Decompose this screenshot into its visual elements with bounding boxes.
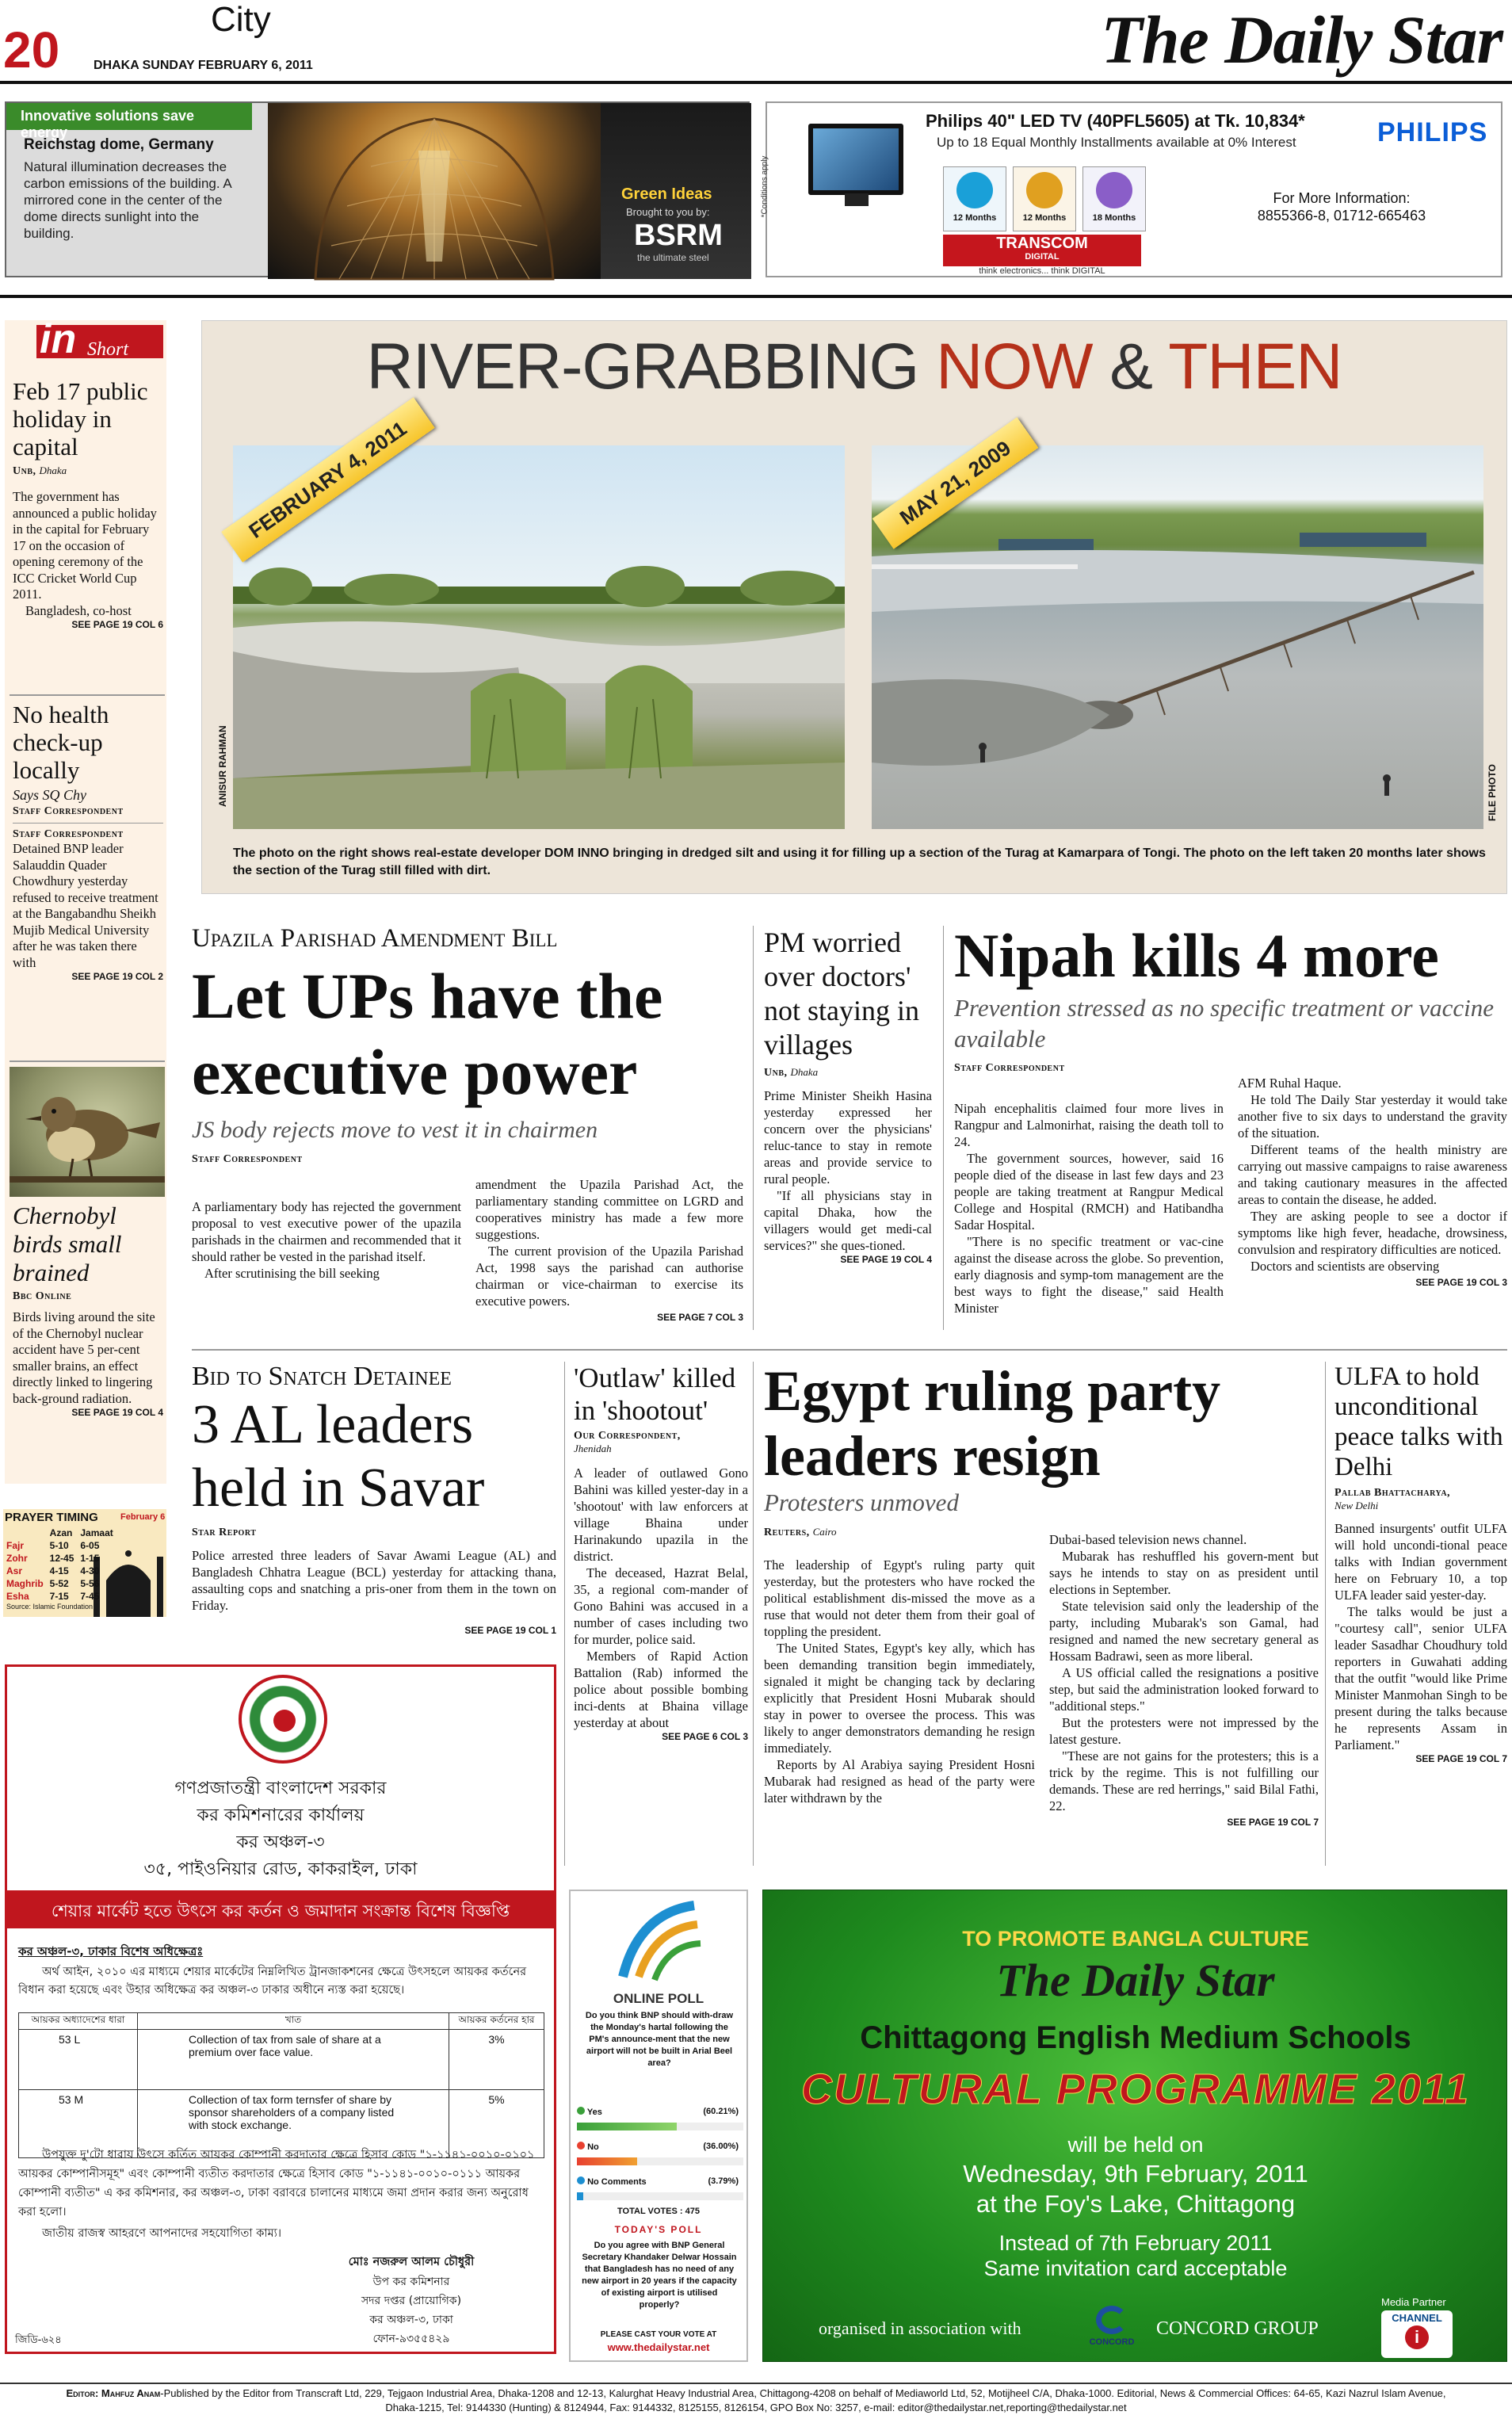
transcom-tagline: think electronics... think DIGITAL (979, 266, 1105, 276)
dateline-loc: Cairo (812, 1526, 837, 1538)
byline: Star Report (192, 1527, 257, 1538)
ad-place: Reichstag dome, Germany (24, 136, 214, 153)
headline: Let UPs have the executive power (192, 960, 663, 1108)
header-rule (0, 81, 1512, 84)
brought-by: Brought to you by: (626, 206, 710, 218)
inshort-in: in (40, 316, 77, 362)
headline: 'Outlaw' killed in 'shootout' (574, 1362, 736, 1426)
held-on: will be held on (1067, 2133, 1204, 2157)
prayer-table: Azan Jamaat Fajr 5-10 6-05 Zohr 12-45 1-15 Asr 4-15 4-30 Maghrib 5-52 5-56 Esha 7-15 7-45 (3, 1527, 116, 1603)
inshort-body: The government has announced a public holiday in the capital for February 17 on the occasion of opening ceremony of the ICC Cricket World Cup 2011. (13, 489, 157, 602)
signatory-line: কর অঞ্চল-৩, ঢাকা (369, 2314, 453, 2326)
photo-credit-left: ANISUR RAHMAN (217, 725, 228, 807)
inshort-title: Chernobyl birds small brained (13, 1202, 122, 1286)
inshort-story-chernobyl (13, 1202, 163, 1418)
prayer-timing-box (3, 1509, 166, 1617)
prayer-source: Source: Islamic Foundation (6, 1603, 94, 1611)
bsrm-slogan: the ultimate steel (637, 252, 709, 263)
poll-question: Do you think BNP should with-draw the Monday's hartal following the PM's announce-ment that the new airport will not be built in Arial Beel area? (585, 2011, 734, 2068)
poll-title: ONLINE POLL (613, 1991, 704, 2006)
body-col-2: AFM Ruhal Haque. He told The Daily Star yesterday it would take another five to six days to understand the gravity of the situation. Different teams of the health ministry are carrying out massive campaigns to raise awareness and taking cautionary measures in the affected areas to contain the disease, he added. They are asking people to see a doctor if symptoms like high fever, headache, drowsiness, convulsion and respiratory difficulties are noticed. Doctors and scientists are observing SEE PAGE 19 COL 3 (1238, 1075, 1507, 1291)
reichstag-dome-photo (268, 103, 601, 279)
prayer-date: February 6 (120, 1512, 166, 1522)
concord-group: CONCORD GROUP (1156, 2318, 1319, 2339)
poll-cast-label: PLEASE CAST YOUR VOTE AT (600, 2330, 717, 2339)
river-headline (201, 330, 1507, 404)
deck: Protesters unmoved (764, 1488, 959, 1516)
table-row: 53 L Collection of tax from sale of share at a premium over face value. 3% (19, 2030, 544, 2090)
poll-bar-no (577, 2157, 743, 2165)
channel-i-logo (1381, 2310, 1453, 2358)
row-divider (192, 1349, 1507, 1351)
tv-stand (845, 193, 869, 206)
philips-logo: PHILIPS (1377, 117, 1488, 147)
govt-emblem (239, 1675, 327, 1764)
green-ideas: Green Ideas (621, 185, 712, 203)
card-line: Same invitation card acceptable (983, 2257, 1288, 2280)
badge-0pct (943, 166, 1006, 231)
tax-notice-ad[interactable] (5, 1664, 556, 2354)
poll-option-nc: No Comments (3.79%) (577, 2176, 743, 2187)
transcom-digital: DIGITAL (1025, 252, 1060, 262)
jump-line[interactable]: SEE PAGE 19 COL 3 (1415, 1277, 1507, 1288)
signatory-line: ফোন-৯৩৫৫৪২৯ (372, 2333, 450, 2345)
story-egypt (764, 1359, 1322, 1828)
poll-bar-yes (577, 2123, 743, 2130)
inshort-title: Feb 17 public holiday in capital (13, 377, 148, 460)
jump-line[interactable]: SEE PAGE 19 COL 6 (71, 619, 163, 630)
poll-option-yes: Yes (60.21%) (577, 2107, 743, 2117)
inshort-subtitle: Says SQ Chy (13, 787, 86, 803)
notice-line: কর কমিশনারের কার্যালয় (197, 1806, 365, 1825)
date-banner-left: FEBRUARY 4, 2011 (221, 397, 434, 562)
jump-line[interactable]: SEE PAGE 19 COL 4 (840, 1254, 932, 1265)
inshort-short: Short (87, 339, 129, 360)
poll-url[interactable]: www.thedailystar.net (607, 2341, 710, 2353)
headline-part: RIVER-GRABBING (366, 331, 937, 403)
deck: Prevention stressed as no specific treatment or vaccine available (954, 994, 1494, 1053)
headline: PM worried over doctors' not staying in villages (764, 927, 919, 1060)
schools-line: Chittagong English Medium Schools (860, 2020, 1411, 2055)
inshort-body: Bangladesh, co-host (25, 602, 132, 618)
prayer-col: Azan (49, 1527, 73, 1538)
event-date: Wednesday, 9th February, 2011 (963, 2160, 1308, 2188)
concord-small: CONCORD (1089, 2337, 1135, 2347)
story-ups (192, 924, 743, 1336)
byline: Staff Correspondent (13, 828, 124, 840)
table-header-row: আয়কর অধ্যাদেশের ধারা খাত আয়কর কর্তনের হার (19, 2013, 544, 2030)
media-partner: Media Partner (1381, 2296, 1446, 2308)
table-row: 53 M Collection of tax form ternsfer of share by sponsor shareholders of a company listed with stock exchange. 5% (19, 2090, 544, 2158)
jump-line[interactable]: SEE PAGE 19 COL 7 (1415, 1753, 1507, 1764)
jump-line[interactable]: SEE PAGE 19 COL 2 (71, 971, 163, 982)
channel-num: i (1405, 2325, 1429, 2349)
notice-line: কর অঞ্চল-৩ (236, 1832, 325, 1852)
inshort-story-health (13, 701, 163, 982)
poll-option-no: No (36.00%) (577, 2142, 743, 2152)
headline-part: THEN (1168, 331, 1342, 403)
poll-bar-nc (577, 2192, 743, 2200)
body: A leader of outlawed Gono Bahini was killed yester-day in a 'shootout' with law enforcers at village Bhaina under Harinakundo upazila in the district. The deceased, Hazrat Belal, 35, a regional com-mander of Gono Bahini was accused in a number of cases including two for murder, police said. Members of Rapid Action Battalion (Rab) informed the police about possible bombing inci-dents at Bhaina village yesterday at about (574, 1466, 748, 1730)
headline: Egypt ruling party leaders resign (764, 1359, 1221, 1488)
poll-question-today: Do you agree with BNP General Secretary Khandaker Delwar Hossain that Bangladesh has no need of any new airport in 20 years if the capacity of existing airport is utilised properly? (582, 2241, 737, 2310)
poll-total: TOTAL VOTES : 475 (617, 2207, 700, 2216)
byline: Pallab Bhattacharya, (1334, 1487, 1451, 1499)
ad-body: Natural illumination decreases the carbon emissions of the building. A mirrored cone in the center of the dome directs sunlight into the building. (24, 159, 231, 241)
deck: JS body rejects move to vest it in chairmen (192, 1117, 598, 1143)
badge-label: 12 Months (953, 213, 997, 223)
programme-title: CULTURAL PROGRAMME 2011 (800, 2066, 1471, 2113)
online-poll-box[interactable] (569, 1890, 748, 2362)
body: Banned insurgents' outfit ULFA will hold uncondi-tional peace talks with Indian government here on February 10, a top ULFA leader said yester-day. The talks would be just a "courtesy call", senior ULFA leader Sasadhar Choudhury told reporters in Guwahati adding that the outfit "would like Prime Minister Manmohan Singh to be present during the talks because he represents Assam in Parliament." (1334, 1521, 1507, 1752)
dateline-loc: Dhaka (790, 1066, 819, 1078)
body-col-2: Dubai-based television news channel. Mubarak has reshuffled his govern-ment but says he intends to stay on as president until elections in September. State television said only the leadership of the party, including Mubarak's son Gamal, had resigned and named the new secretary general as Hossam Badrawi, seen as more liberal. A US official called the resignations a positive step, but said the administration looked forward to "additional steps." But the protesters were not impressed by the latest gesture. "These are not gains for the protesters; this is a trick by the regime. This is not fulfilling our demands. These are red herrings," said Bilal Fathi, 22. SEE PAGE 19 COL 7 (1049, 1531, 1319, 1831)
badge-interest (1013, 166, 1076, 231)
dateline-loc: Jhenidah (574, 1443, 612, 1454)
jump-line[interactable]: SEE PAGE 19 COL 4 (71, 1407, 163, 1418)
editor-name: Editor: Mahfuz Anam (66, 2387, 161, 2399)
concord-logo (1080, 2302, 1144, 2350)
body: Police arrested three leaders of Savar Awami League (AL) and Bangladesh Chhatra League (BCL) yesterday for attacking thana, assaulting cops and snatching a pris-oner from them in the town on Friday. (192, 1548, 556, 1613)
headline: Nipah kills 4 more (954, 921, 1439, 990)
body: Prime Minister Sheikh Hasina yesterday expressed her concern over the physicians' reluc-tance to stay in remote areas and provide service to rural people. "If all physicians stay in capital Dhaka, how the villagers would get medi-cal services?" she ques-tioned. (764, 1088, 932, 1253)
headline-part: NOW (936, 331, 1093, 403)
body-col-1: Nipah encephalitis claimed four more lives in Rangpur and Lalmonirhat, raising the death toll to 24. The government sources, however, said 16 people died of the disease in last few days and 23 people are taking treatment at Rangpur Medical College and Hospital (RMCH) and Hatibandha Sadar Hospital. "There is no specific treatment or vac-cine against the disease across the globe. So prevention, early diagnosis and symp-tom management are the best ways to fight the disease," said Health Minister (954, 1101, 1224, 1316)
dateline-loc: Dhaka (39, 464, 67, 476)
dateline: DHAKA SUNDAY FEBRUARY 6, 2011 (94, 59, 313, 72)
footer-rule (0, 2383, 1512, 2384)
inshort-body: Birds living around the site of the Chernobyl nuclear accident have 5 per-cent smaller brains, an effect directly linked to lingering back-ground radiation. (13, 1309, 155, 1406)
philips-sub: Up to 18 Equal Monthly Installments available at 0% Interest (937, 135, 1296, 150)
instead-line: Instead of 7th February 2011 (998, 2231, 1273, 2255)
poll-today-label: TODAY'S POLL (614, 2224, 703, 2235)
date-banner-right: MAY 21, 2009 (872, 417, 1039, 549)
chernobyl-bird-photo (10, 1067, 165, 1197)
page-number: 20 (3, 21, 60, 78)
bsrm-ad[interactable] (5, 101, 750, 277)
tv-image (808, 124, 903, 195)
story-nipah (954, 919, 1509, 1316)
notice-para: অর্থ আইন, ২০১০ এর মাধ্যমে শেয়ার মার্কেটের নিম্নলিখিত ট্রানজাকশনের ক্ষেত্রে উৎসহলে আয়কর কর্তনের বিধান করা হয়েছে এবং উহার অধিক্ষেত্র কর অঞ্চল-৩ ঢাকার অধীনে ন্যস্ত করা হয়েছে। (18, 1966, 527, 1997)
body-col-2: amendment the Upazila Parishad Act, the parliamentary standing committee on LGRD and cooperatives ministry has made a few more suggestions. The current provision of the Upazila Parishad Act, 1998 says the parishad can authorise chairman or vice-chairman to exercise its executive powers. SEE PAGE 7 COL 3 (475, 1176, 743, 1326)
col-divider (753, 926, 754, 1330)
notice-line: ৩৫, পাইওনিয়ার রোড, কাকরাইল, ঢাকা (143, 1859, 418, 1879)
kicker: Bid to Snatch Detainee (192, 1362, 452, 1391)
info-phones: 8855366-8, 01712-665463 (1257, 208, 1426, 224)
inshort-divider (10, 1060, 165, 1062)
col-divider (943, 926, 944, 1330)
jump-line[interactable]: SEE PAGE 6 COL 3 (662, 1731, 748, 1742)
conditions-note: *Conditions apply (760, 155, 769, 218)
signatory-name: মোঃ নজরুল আলম চৌধুরী (348, 2256, 475, 2268)
event-venue: at the Foy's Lake, Chittagong (976, 2190, 1296, 2218)
notice-para: জাতীয় রাজস্ব আহরণে আপনাদের সহযোগিতা কাম্য। (42, 2227, 282, 2240)
story-al-leaders (192, 1362, 556, 1636)
daily-star-logo: The Daily Star (996, 1955, 1275, 2006)
story-outlaw (574, 1362, 748, 1742)
organised-line: organised in association with (819, 2318, 1021, 2338)
badge-row (943, 166, 1181, 230)
cultural-programme-ad[interactable] (762, 1890, 1507, 2362)
photo-credit-right: FILE PHOTO (1487, 764, 1498, 821)
col-divider (564, 1362, 565, 1866)
notice-para: উপযুক্ত দু'টো ধারায় উৎসে কর্তিত আয়কর কোম্পানী করদাতার ক্ষেত্রে হিসাব কোড "১-১১৪১-০০১০-০১০১ আয়কর কোম্পানীসমূহ" এবং কোম্পানী ব্যতীত করদাতার ক্ষেত্রে হিসাব কোড "১-১১৪১-০০১০-০১১১ আয়কর কোম্পানী ব্যতীত" এ কর কমিশনার, কর অঞ্চল-৩, ঢাকা বরাবরে চালানের মাধ্যমে জমা প্রদান করার জন্য অনুরোধ করা হলো। (18, 2149, 535, 2218)
gd-code: জিডি-৬২৪ (15, 2334, 62, 2346)
byline: Reuters, (764, 1527, 810, 1538)
jump-line[interactable]: SEE PAGE 19 COL 7 (1227, 1817, 1319, 1828)
kicker: Upazila Parishad Amendment Bill (192, 924, 558, 953)
prayer-title: PRAYER TIMING (5, 1511, 98, 1524)
notice-banner: শেয়ার মার্কেট হতে উৎসে কর কর্তন ও জমাদান সংক্রান্ত বিশেষ বিজ্ঞপ্তি (7, 1890, 554, 1928)
inshort-divider (13, 823, 163, 824)
inshort-title: No health check-up locally (13, 701, 109, 784)
signatory-line: সদর দপ্তর (প্রায়োগিক) (361, 2295, 462, 2307)
byline: Staff Correspondent (192, 1153, 303, 1165)
col-divider (753, 1362, 754, 1866)
story-pm (764, 926, 932, 1265)
byline: Staff Correspondent (13, 805, 124, 817)
philips-headline: Philips 40" LED TV (40PFL5605) at Tk. 10,834* (926, 111, 1305, 131)
river-photo-2009 (872, 445, 1483, 829)
info-label: For More Information: (1273, 190, 1411, 206)
inshort-logo (5, 316, 166, 369)
headline: 3 AL leaders held in Savar (192, 1394, 485, 1519)
story-ulfa (1334, 1362, 1507, 1764)
inshort-divider (10, 694, 165, 696)
page-header (0, 0, 1512, 87)
ad-tag: Innovative solutions save energy (6, 103, 252, 130)
philips-ad[interactable] (760, 101, 1502, 277)
poll-logo (615, 1897, 705, 1985)
masthead: The Daily Star (1101, 2, 1502, 78)
bsrm-logo: BSRM (634, 219, 723, 252)
col-divider (1325, 1362, 1326, 1866)
jump-line[interactable]: SEE PAGE 19 COL 1 (464, 1625, 556, 1636)
imprint-text: -Published by the Editor from Transcraft Ltd, 229, Tejgaon Industrial Area, Dhaka-1208 and 12-13, Kalurghat Heavy Industrial Area, Chittagong-4208 on behalf of Mediaworld Ltd, 52, Motijheel C/A, Dhaka-1000. Editorial, News & Commercial Offices: 64-65, Kazi Nazrul Islam Avenue, (160, 2387, 1446, 2399)
headline-part: & (1092, 331, 1169, 403)
jump-line[interactable]: SEE PAGE 7 COL 3 (657, 1312, 743, 1323)
promo-line: TO PROMOTE BANGLA CULTURE (962, 1927, 1309, 1951)
imprint-line-1 (0, 2387, 1512, 2399)
badge-label: 12 Months (1022, 213, 1067, 223)
badge-label: 18 Months (1092, 213, 1136, 223)
top-band-rule (0, 295, 1512, 298)
badge-brac (1082, 166, 1146, 231)
headline: ULFA to hold unconditional peace talks with Delhi (1334, 1362, 1503, 1481)
notice-line: গণপ্রজাতন্ত্রী বাংলাদেশ সরকার (174, 1779, 387, 1798)
signatory-line: উপ কর কমিশনার (372, 2276, 450, 2288)
byline: Unb, (13, 465, 36, 477)
byline: Staff Correspondent (954, 1062, 1065, 1074)
inshort-body: Detained BNP leader Salauddin Quader Chowdhury yesterday refused to receive treatment at the Bangabandhu Sheikh Mujib Medical University after he was taken there with (13, 841, 158, 970)
notice-subhead: কর অঞ্চল-৩, ঢাকার বিশেষ অধিক্ষেত্রঃ (18, 1944, 204, 1959)
transcom-logo: TRANSCOM (996, 235, 1088, 252)
tax-rate-table (18, 2012, 544, 2158)
byline: Unb, (764, 1067, 788, 1079)
body-col-1: The leadership of Egypt's ruling party quit yesterday, but the protesters who have rocked the political establishment dis-missed the move as a ruse that would not deter them from their goal of toppling the president. The United States, Egypt's key ally, which has been demanding transition begin immediately, signaled it might be changing tack by declaring explicitly that President Hosni Mubarak should stay in power to oversee the process. This was likely to anger demonstrators demanding he resign immediately. Reports by Al Arabiya saying President Hosni Mubarak had resigned as head of the party were later withdrawn by the (764, 1557, 1035, 1806)
byline: Our Correspondent, (574, 1430, 681, 1442)
river-caption: The photo on the right shows real-estate developer DOM INNO bringing in dredged silt and using it for filling up a section of the Turag at Kamarpara of Tongi. The photo on the left taken 20 months later shows the section of the Turag still filled with dirt. (233, 846, 1486, 877)
dateline-loc: New Delhi (1334, 1500, 1379, 1511)
section-name: City (211, 0, 271, 39)
inshort-story-holiday (13, 377, 163, 630)
byline: Bbc Online (13, 1290, 72, 1302)
channel-label: CHANNEL (1392, 2312, 1442, 2324)
body-col-1: A parliamentary body has rejected the government proposal to vest executive power of the upazila parishads in the chairmen and recommended that it should rather be vested in the parishad itself. After scrutinising the bill seeking (192, 1199, 461, 1281)
prayer-col: Jamaat (80, 1527, 113, 1538)
imprint-line-2: Dhaka-1215, Tel: 9144330 (Hunting) & 8124944, Fax: 9144332, 8125155, 8126154, GPO Box No: 3257, e-mail: editor@thedailystar.net,reporting@thedailystar.net (385, 2402, 1127, 2413)
